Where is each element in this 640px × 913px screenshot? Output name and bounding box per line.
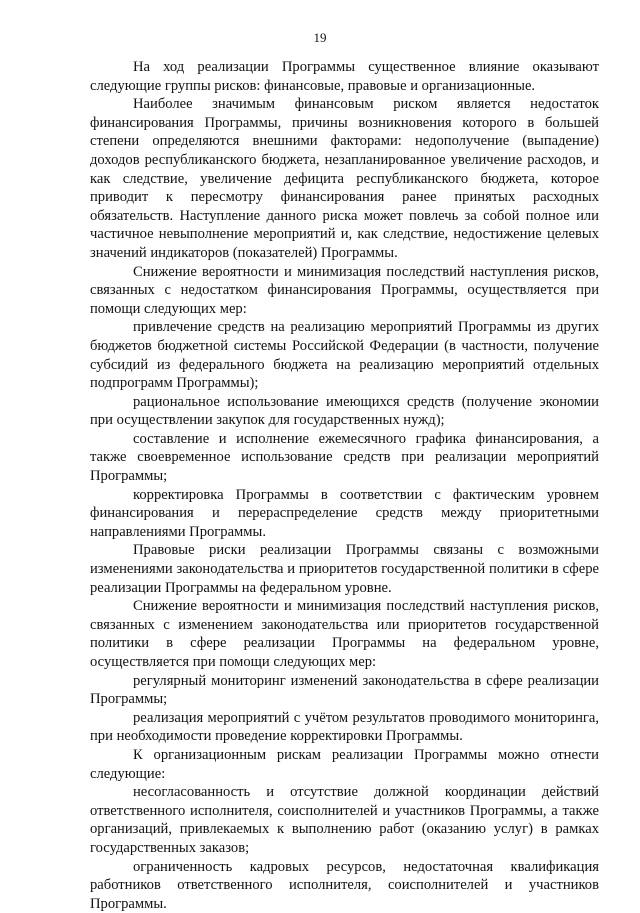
paragraph: составление и исполнение ежемесячного графика финансирования, а также своевременное использование средств при реализации мероприятий Программы; [90, 430, 599, 485]
paragraph: Снижение вероятности и минимизация последствий наступления рисков, связанных с изменением законодательства или приоритетов государственной политики в сфере реализации Программы на федеральном уровне, осуществляется при помощи следующих мер: [90, 598, 599, 670]
paragraph: Снижение вероятности и минимизация последствий наступления рисков, связанных с недостатком финансирования Программы, осуществляется при помощи следующих мер: [90, 263, 599, 317]
paragraph: корректировка Программы в соответствии с фактическим уровнем финансирования и перераспределение средств между приоритетными направлениями Программы. [90, 486, 599, 540]
paragraph: реализация мероприятий с учётом результатов проводимого мониторинга, при необходимости проведение корректировки Программы. [90, 709, 599, 745]
paragraph: Наиболее значимым финансовым риском является недостаток финансирования Программы, причины возникновения которого в большей степени определяются внешними факторами: недополучение (выпадение) доходов республиканского бюджета, незапланированное увеличение расходов, и как следствие, увеличение дефицита республиканского бюджета, которое приводит к пересмотру финансирования ранее принятых расходных обязательств. Наступление данного риска может повлечь за собой полное или частичное невыполнение мероприятий и, как следствие, недостижение целевых значений индикаторов (показателей) Программы. [90, 96, 599, 261]
paragraph: ограниченность кадровых ресурсов, недостаточная квалификация работников ответственного исполнителя, соисполнителей и участников Программы. [90, 858, 599, 912]
paragraph: привлечение средств на реализацию мероприятий Программы из других бюджетов бюджетной системы Российской Федерации (в частности, получение субсидий из федерального бюджета на реализацию мероприятий отдельных подпрограмм Программы); [90, 319, 599, 392]
paragraph: регулярный мониторинг изменений законодательства в сфере реализации Программы; [90, 672, 599, 708]
paragraph: Правовые риски реализации Программы связаны с возможными изменениями законодательства и приоритетов государственной политики в сфере реализации Программы на федеральном уровне. [90, 542, 599, 596]
paragraph: рациональное использование имеющихся средств (получение экономии при осуществлении закупок для государственных нужд); [90, 393, 599, 429]
page-number: 19 [313, 30, 327, 45]
paragraph: К организационным рискам реализации Программы можно отнести следующие: [90, 746, 599, 782]
paragraph: несогласованность и отсутствие должной координации действий ответственного исполнителя, соисполнителей и участников Программы, а также организаций, привлекаемых к выполнению работ (оказанию услуг) в рамках государственных заказов; [90, 784, 599, 856]
paragraph: На ход реализации Программы существенное влияние оказывают следующие группы рисков: финансовые, правовые и организационные. [90, 59, 599, 94]
document-body [90, 58, 599, 913]
